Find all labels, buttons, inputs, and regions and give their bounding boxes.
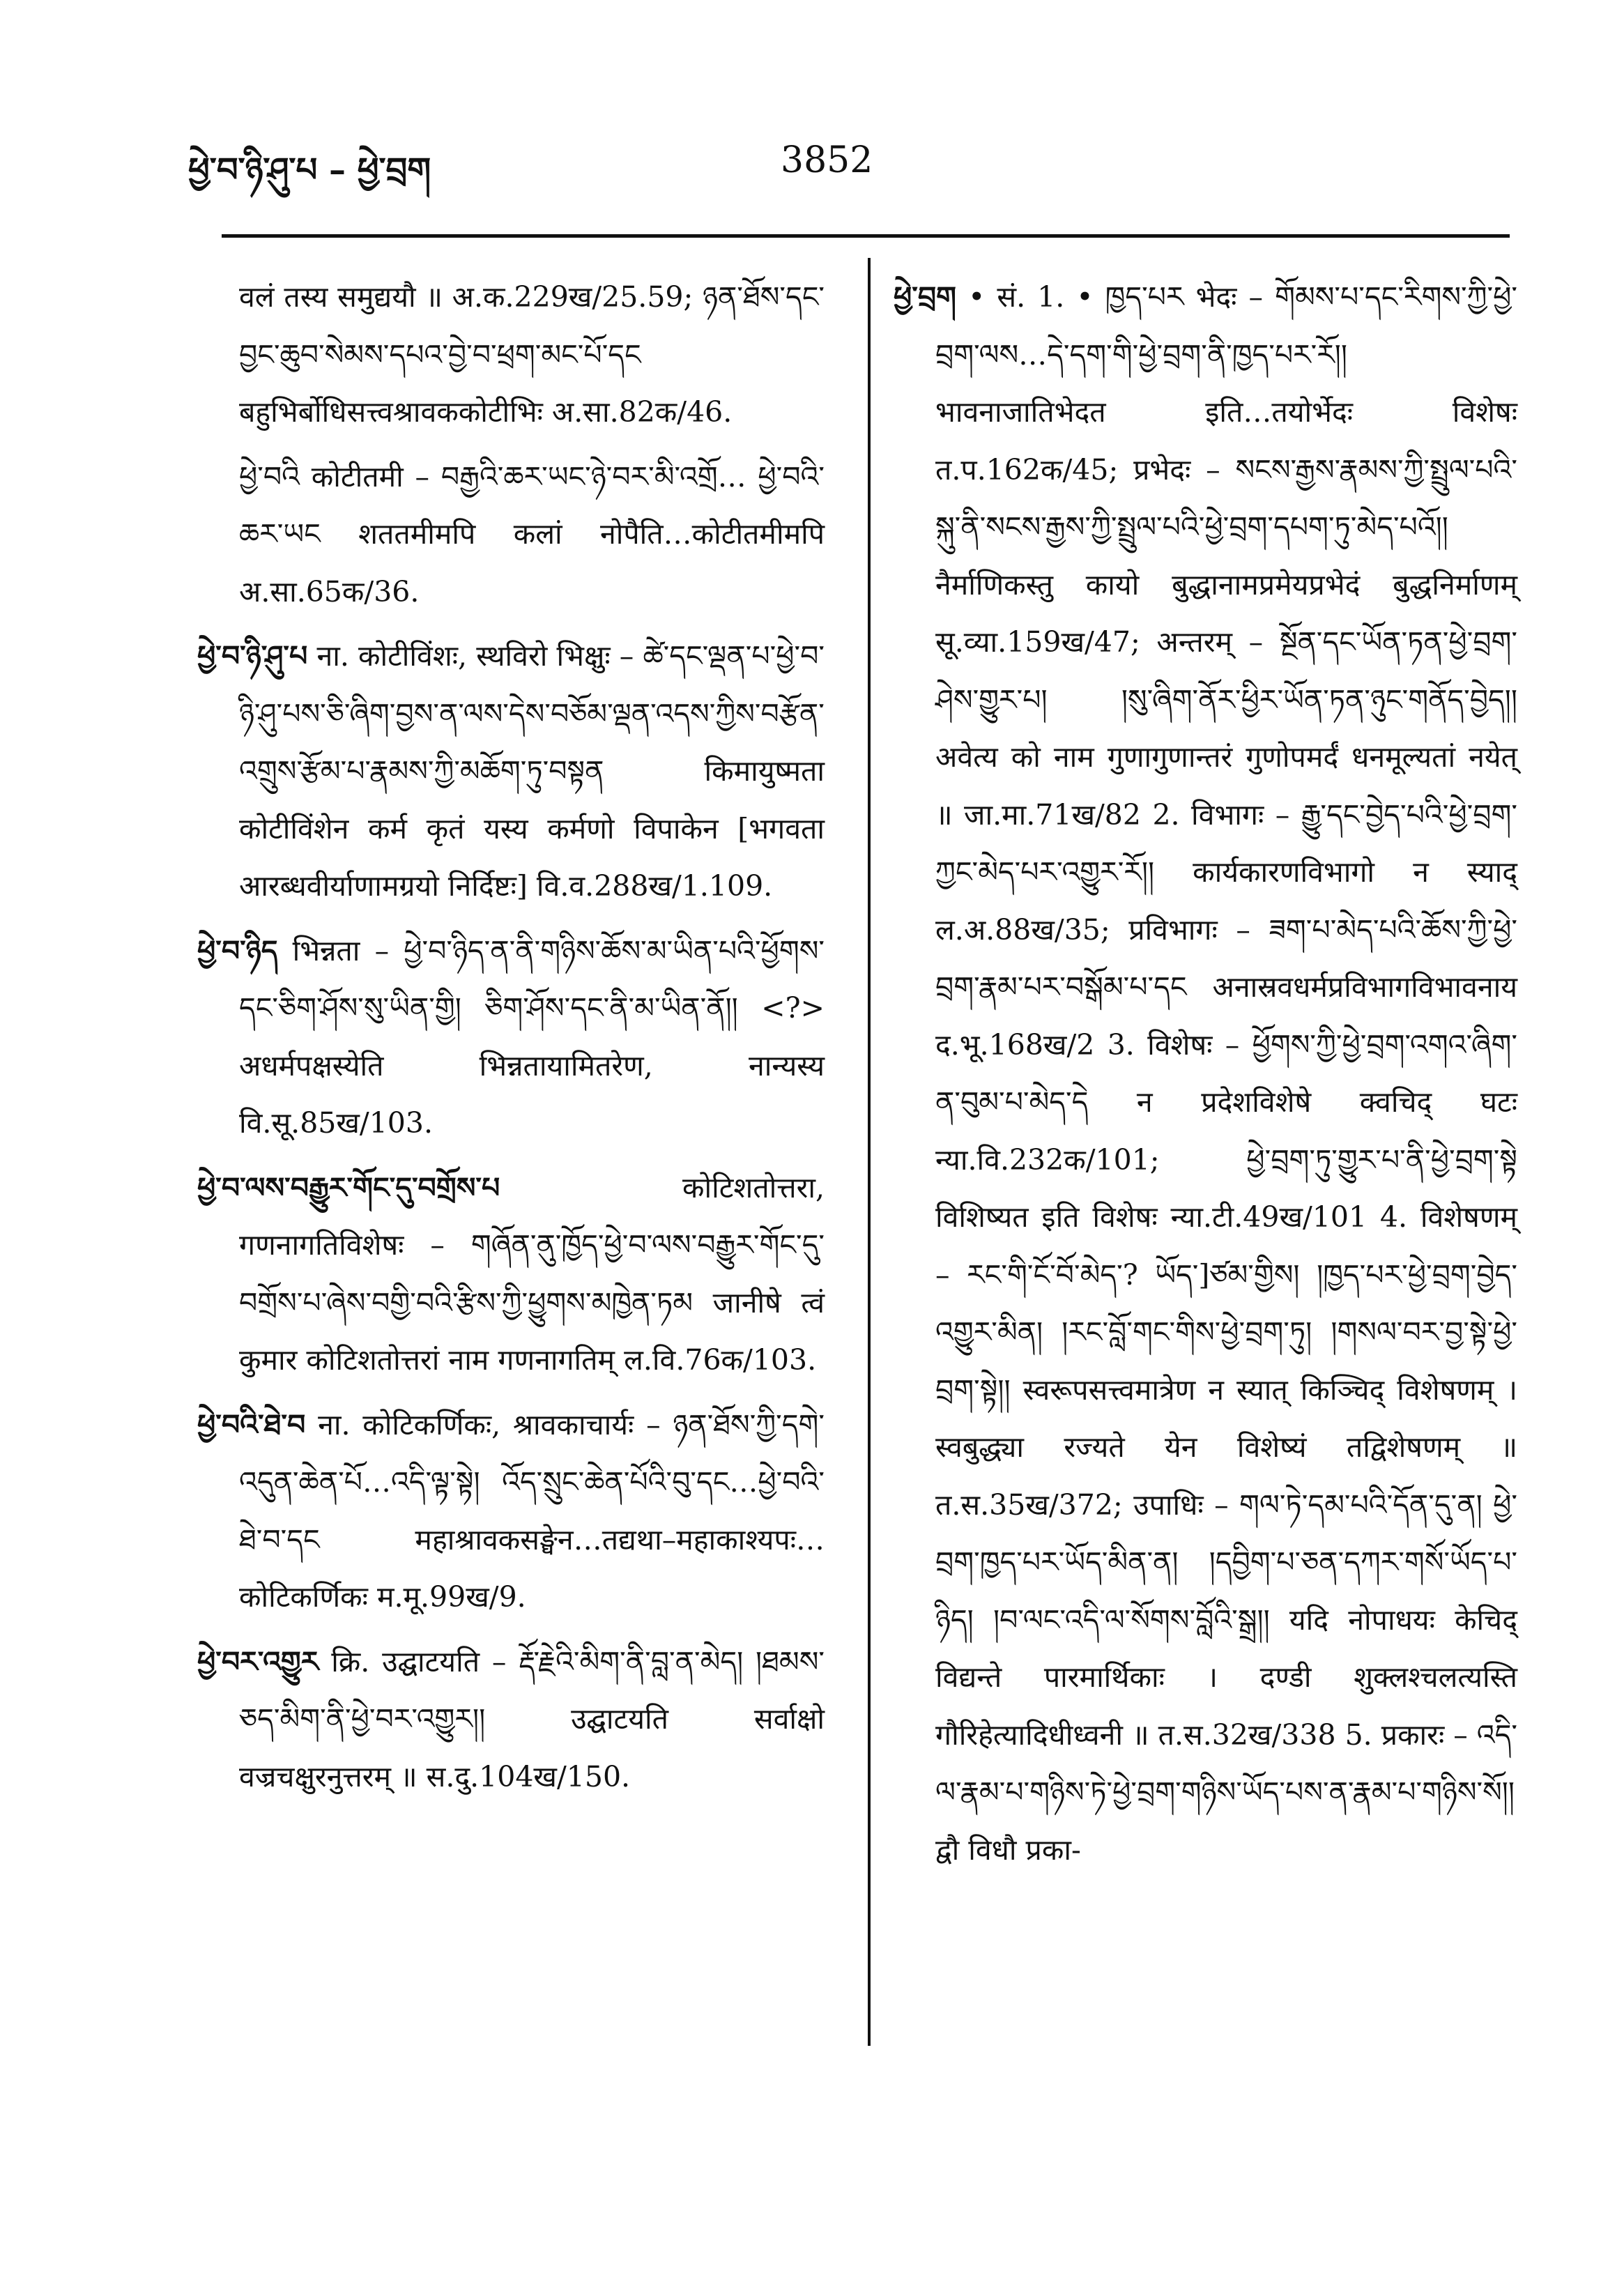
- entry-text: भिन्नता – ཕྱེ་བ་ཉིད་ན་ནི་གཉིས་ཆོས་མ་ཡིན་པའི་ཕྱོགས་དང་ཅིག་ཤོས་སུ་ཡིན་གྱི། ཅིག་ཤོས་དང་ནི་མ་ཡིན་ནོ།། <?> अधर्मपक्षस्येति भिन्नतायामितरेण, नान्यस्य वि.सू.85ख/103.: [239, 933, 825, 1140]
- entry-text: ना. कोटिकर्णिकः, श्रावकाचार्यः – ཉན་ཐོས་ཀྱི་དགེ་འདུན་ཆེན་པོ…འདི་ལྟ་སྟེ། འོད་སྲུང་ཆེན་པོའི་བུ་དང…ཕྱེ་བའི་ཐེ་བ་དང महाश्रावकसङ्घेन…तद्यथा–महाकाश्यपः…कोटिकर्णिकः म.मू.99ख/9.: [239, 1407, 825, 1614]
- entry-text: ना. कोटीविंशः, स्थविरो भिक्षुः – ཚེ་དང་ལྡན་པ་ཕྱེ་བ་ཉི་ཤུ་པས་ཅི་ཞིག་བྱས་ན་ལས་དེས་བཅོམ་ལྡན་འདས་ཀྱིས་བརྩོན་འགྲུས་རྩོམ་པ་རྣམས་ཀྱི་མཆོག་ཏུ་བསྟན किमायुष्मता कोटीविंशेन कर्म कृतं यस्य कर्मणो विपाकेन [भगवता आरब्धवीर्याणामग्रयो निर्दिष्टः] वि.व.288ख/1.109.: [239, 639, 825, 903]
- column-divider: [868, 258, 871, 2046]
- entry-headword: ཕྱེ་བར་འགྱུར: [197, 1644, 319, 1678]
- right-column: [894, 268, 1517, 1886]
- entry-headword: ཕྱེ་བྲག: [894, 280, 957, 314]
- dictionary-entry: [197, 1159, 825, 1389]
- dictionary-entry: [197, 922, 825, 1152]
- entry-text: ཕྱེ་བའི कोटीतमी – བརྒྱའི་ཆར་ཡང་ཉེ་བར་མི་འགྲོ… ཕྱེ་བའི་ཆར་ཡང शततमीमपि कलां नोपैति…कोटीतमीमपि अ.सा.65क/36.: [239, 459, 825, 609]
- entry-headword: ཕྱེ་བའི་ཐེ་བ: [197, 1407, 306, 1441]
- dictionary-entry: [197, 1633, 825, 1806]
- entry-text: क्रि. उद्घाटयति – རྡོ་རྗེའི་མིག་ནི་བླ་ན་མེད། །ཐམས་ཅད་མིག་ནི་ཕྱེ་བར་འགྱུར།། उद्घाटयति सर्वाक्षो वज्रचक्षुरनुत्तरम् ॥ स.दु.104ख/150.: [239, 1644, 825, 1793]
- entry-text: वलं तस्य समुद्ययौ ॥ अ.क.229ख/25.59; ཉན་ཐོས་དང་བྱང་ཆུབ་སེམས་དཔའ་བྱེ་བ་ཕྲག་མང་པོ་དང बहुभिर्बोधिसत्त्वश्रावककोटीभिः अ.सा.82क/46.: [239, 280, 825, 429]
- dictionary-entry: [197, 1396, 825, 1626]
- header-rule: [222, 234, 1510, 238]
- entry-headword: ཕྱེ་བ་ཉི་ཤུ་པ: [197, 639, 308, 673]
- entry-headword: ཕྱེ་བ་ཉིད: [197, 933, 278, 967]
- entry-continuation: [197, 268, 825, 441]
- entry-continuation: [197, 448, 825, 621]
- running-head: ཕྱེ་བ་ཉི་ཤུ་པ – ཕྱེ་བྲག: [188, 151, 431, 190]
- dictionary-entry: [197, 627, 825, 915]
- entry-headword: ཕྱེ་བ་ལས་བརྒྱུར་གོང་དུ་བགྲོས་པ: [197, 1170, 500, 1204]
- dictionary-entry: [894, 268, 1517, 1879]
- entry-text: कोटिशतोत्तरा, गणनागतिविशेषः – གཞོན་ནུ་ཁྱོད་ཕྱེ་བ་ལས་བརྒྱུར་གོང་དུ་བགྲོས་པ་ཞེས་བགྱི་བའི་རྩིས་ཀྱི་ཕྱུགས་མཁྱེན་ཏམ जानीषे त्वं कुमार कोटिशतोत्तरां नाम गणनागतिम् ल.वि.76क/103.: [239, 1170, 825, 1377]
- entry-text: • सं. 1. • ཁྱད་པར भेदः – གོམས་པ་དང་རིགས་ཀྱི་ཕྱེ་བྲག་ལས…དེ་དག་གི་ཕྱེ་བྲག་ནི་ཁྱད་པར་རོ།། भावनाजातिभेदत इति…तयोर्भेदः विशेषः त.प.162क/45; प्रभेदः – སངས་རྒྱས་རྣམས་ཀྱི་སྤྲུལ་པའི་སྐུ་ནི་སངས་རྒྱས་ཀྱི་སྤྲུལ་པའི་ཕྱེ་བྲག་དཔག་ཏུ་མེད་པའོ།། नैर्माणिकस्तु कायो बुद्धानामप्रमेयप्रभेदं बुद्धनिर्माणम् सू.व्या.159ख/47; अन्तरम् – སྔོན་དང་ཡོན་ཏན་ཕྱེ་བྲག་ཤེས་གྱུར་པ། །སུ་ཞིག་ནོར་ཕྱིར་ཡོན་ཏན་ཉུང་གནོད་བྱེད།། अवेत्य को नाम गुणागुणान्तरं गुणोपमर्दं धनमूल्यतां नयेत् ॥ जा.मा.71ख/82 2. विभागः – རྒྱུ་དང་བྱེད་པའི་ཕྱེ་བྲག་ཀྱང་མེད་པར་འགྱུར་རོ།། कार्यकारणविभागो न स्याद् ल.अ.88ख/35; प्रविभागः – ཟག་པ་མེད་པའི་ཆོས་ཀྱི་ཕྱེ་བྲག་རྣམ་པར་བསྒོམ་པ་དང अनास्रवधर्मप्रविभागविभावनाय द.भू.168ख/2 3. विशेषः – ཕྱོགས་ཀྱི་ཕྱེ་བྲག་འགའ་ཞིག་ན་བུམ་པ་མེད་དེ न प्रदेशविशेषे क्वचिद् घटः न्या.वि.232क/101; ཕྱེ་བྲག་ཏུ་གྱུར་པ་ནི་ཕྱེ་བྲག་སྟེ विशिष्यत इति विशेषः न्या.टी.49ख/101 4. विशेषणम् – རང་གི་ངོ་བོ་མེད་? ཡོད་]ཙམ་གྱིས། །ཁྱད་པར་ཕྱེ་བྲག་བྱེད་འགྱུར་མིན། །རང་བློ་གང་གིས་ཕྱེ་བྲག་ཏུ། །གསལ་བར་བྱ་སྟེ་ཕྱེ་བྲག་སྟེ།། स्वरूपसत्त्वमात्रेण न स्यात् किञ्चिद् विशेषणम् । स्वबुद्ध्या रज्यते येन विशेष्यं तद्विशेषणम् ॥ त.स.35ख/372; उपाधिः – གལ་ཏེ་དམ་པའི་དོན་དུ་ན། ཕྱེ་བྲག་ཁྱད་པར་ཡོད་མིན་ན། །དབྱིག་པ་ཅན་དཀར་གསོ་ཡོད་པ་ཉིད། །བ་ལང་འདི་ལ་སོགས་བློའི་སྒྲ།། यदि नोपाधयः केचिद् विद्यन्ते पारमार्थिकाः । दण्डी शुक्लश्चलत्यस्ति गौरिहेत्यादिधीध्वनी ॥ त.स.32ख/338 5. प्रकारः – འདི་ལ་རྣམ་པ་གཉིས་ཏེ་ཕྱེ་བྲག་གཉིས་ཡོད་པས་ན་རྣམ་པ་གཉིས་སོ།། द्वौ विधौ प्रका-: [935, 280, 1517, 1867]
- page-number: 3852: [781, 139, 873, 181]
- left-column: [197, 268, 825, 1812]
